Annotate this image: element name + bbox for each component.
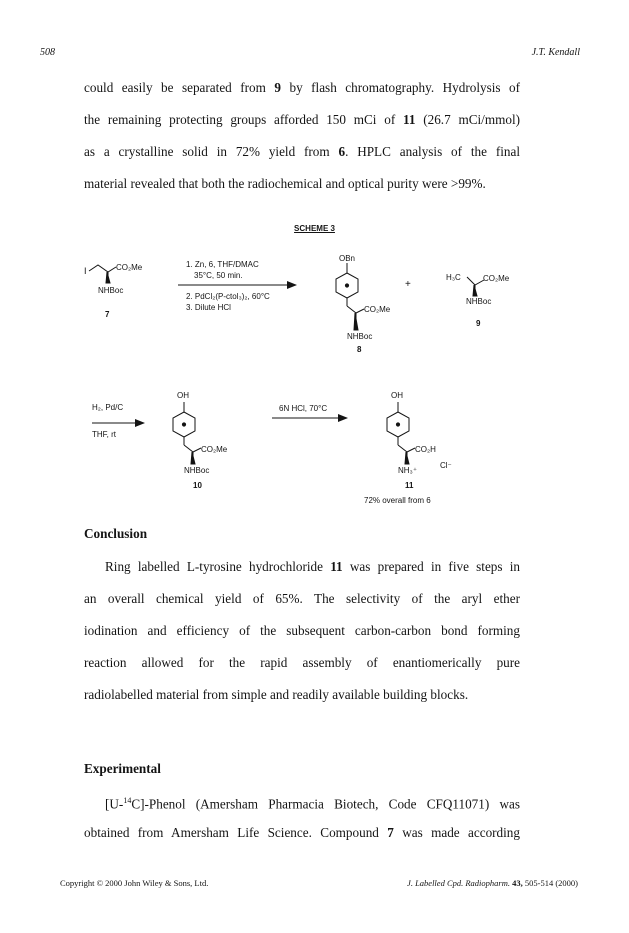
text-line: reaction allowed for the rapid assembly of enantiomerically pure <box>84 655 520 670</box>
text-line: the remaining protecting groups afforded 150 mCi of 11 (26.7 mCi/mmol) <box>84 112 520 127</box>
journal-citation: J. Labelled Cpd. Radiopharm. 43, 505-514 (2000) <box>407 878 578 888</box>
compound-7-structure <box>84 265 116 283</box>
final-acid-label: CO₂H <box>415 445 436 454</box>
compound-number-10: 10 <box>193 481 202 490</box>
conclusion-heading: Conclusion <box>84 526 148 541</box>
final-substituent: OH <box>391 391 403 400</box>
byproduct-amine-label: NHBoc <box>466 297 492 306</box>
hydrolysis-reagent: 6N HCl, 70°C <box>279 404 328 413</box>
final-amine-label: NH₃⁺ <box>398 466 418 475</box>
text-line: radiolabelled material from simple and readily available building blocks. <box>84 687 469 702</box>
compound-9-structure <box>467 277 484 296</box>
compound-number-7: 7 <box>105 310 110 319</box>
product-ester-label: CO₂Me <box>364 305 391 314</box>
intro-paragraph <box>84 80 520 208</box>
product-substituent: OBn <box>339 254 356 263</box>
hydrogenation-reagent: H₂, Pd/C <box>92 403 124 412</box>
compound-number-11: 11 <box>405 481 414 490</box>
page-number: 508 <box>40 47 55 58</box>
text-line: [U-$^{14}$C]-Phenol (Amersham Pharmacia Biotech, Code CFQ11071) was <box>105 796 520 812</box>
product-amine-label: NHBoc <box>347 332 373 341</box>
step-1-label: 1. Zn, 6, THF/DMAC <box>186 260 259 269</box>
text-line: Ring labelled L-tyrosine hydrochloride 11 was prepared in five steps in <box>105 559 521 574</box>
mid-amine-label: NHBoc <box>184 466 210 475</box>
plus-sign: + <box>405 279 411 290</box>
mid-substituent: OH <box>177 391 189 400</box>
overall-yield-label: 72% overall from 6 <box>364 496 431 505</box>
chloride-counterion: Cl⁻ <box>440 461 452 470</box>
reaction-scheme <box>0 240 629 510</box>
copyright-notice: Copyright © 2000 John Wiley & Sons, Ltd. <box>60 878 209 888</box>
byproduct-ester-label: CO₂Me <box>483 274 510 283</box>
hydrogenation-condition: THF, rt <box>92 430 116 439</box>
experimental-heading: Experimental <box>84 761 161 776</box>
step-3-label: 3. Dilute HCl <box>186 303 231 312</box>
byproduct-methyl-label: H₃C <box>446 273 461 282</box>
iodo-atom: I <box>84 266 87 276</box>
sm-ester-label: CO₂Me <box>116 263 143 272</box>
benzene-ring-10 <box>173 402 201 464</box>
text-line: could easily be separated from 9 by flash chromatography. Hydrolysis of <box>84 80 520 95</box>
step-2-label: 2. PdCl₂(P-ctol₃)₂, 60°C <box>186 292 270 301</box>
text-line: obtained from Amersham Life Science. Compound 7 was made according <box>84 825 520 840</box>
text-line: iodination and efficiency of the subsequent carbon-carbon bond forming <box>84 623 520 638</box>
sm-amine-label: NHBoc <box>98 286 124 295</box>
running-author: J.T. Kendall <box>531 47 580 58</box>
text-line: as a crystalline solid in 72% yield from 6. HPLC analysis of the final <box>84 144 520 159</box>
mid-ester-label: CO₂Me <box>201 445 228 454</box>
text-line: an overall chemical yield of 65%. The selectivity of the aryl ether <box>84 591 520 606</box>
step-1-conditions: 35°C, 50 min. <box>194 271 243 280</box>
conclusion-paragraph <box>84 559 520 719</box>
benzene-ring-11 <box>387 402 415 464</box>
scheme-title: SCHEME 3 <box>294 224 335 233</box>
text-line: material revealed that both the radiochemical and optical purity were >99%. <box>84 176 486 191</box>
experimental-paragraph <box>84 793 520 857</box>
benzene-ring-8 <box>336 263 364 330</box>
compound-number-8: 8 <box>357 345 362 354</box>
compound-number-9: 9 <box>476 319 481 328</box>
